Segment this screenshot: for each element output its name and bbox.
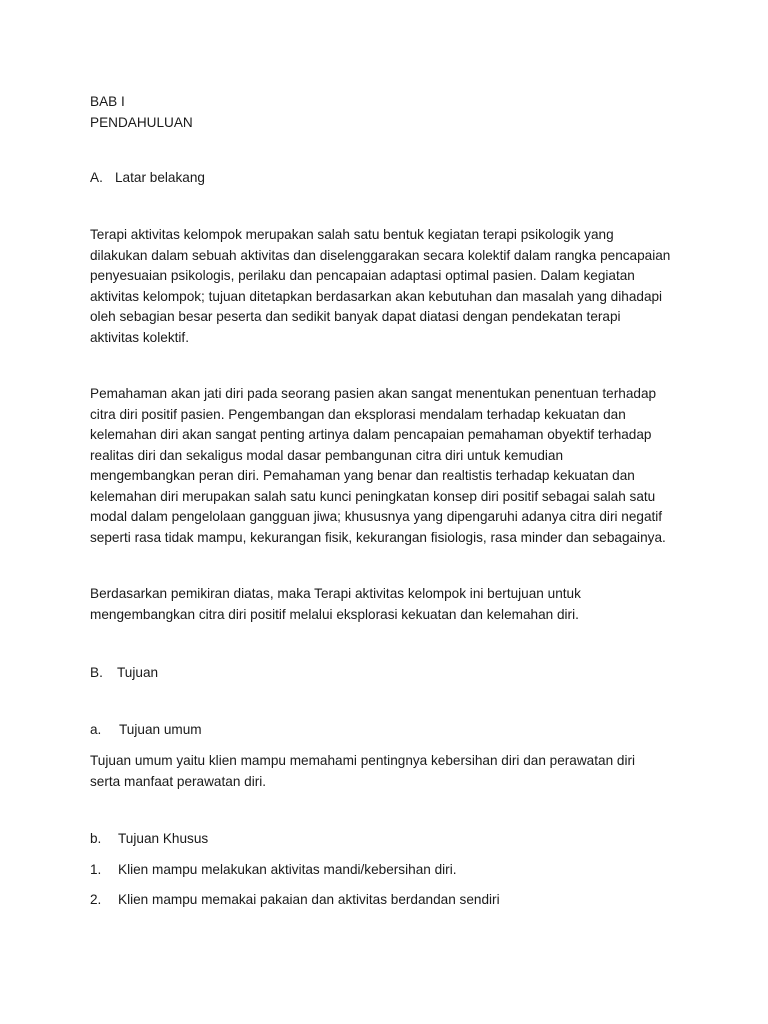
chapter-number: BAB I <box>90 94 125 109</box>
subsection-b-heading <box>90 829 208 850</box>
paragraph-2 <box>90 384 690 548</box>
paragraph-3 <box>90 584 690 625</box>
paragraph-line: seperti rasa tidak mampu, kekurangan fisik, kekurangan fisiologis, rasa minder dan sebagainya. <box>90 529 666 545</box>
paragraph-line: kelemahan diri merupakan salah satu kunci peningkatan konsep diri positif sebagai salah satu <box>90 488 656 504</box>
subsection-b-marker: b. <box>90 831 102 846</box>
list-item-text: Klien mampu melakukan aktivitas mandi/kebersihan diri. <box>118 862 457 877</box>
section-b-heading <box>90 663 158 684</box>
paragraph-line: modal dalam pengelolaan gangguan jiwa; khususnya yang dipengaruhi adanya citra diri negatif <box>90 509 663 524</box>
paragraph-1 <box>90 225 690 348</box>
paragraph-line: aktivitas kelompok; tujuan ditetapkan berdasarkan akan kebutuhan dan masalah yang dihadapi <box>90 288 663 304</box>
paragraph-line: mengembangkan citra diri positif melalui eksplorasi kekuatan dan kelemahan diri. <box>90 606 579 622</box>
list-item <box>90 890 500 911</box>
list-item <box>90 860 457 881</box>
subsection-a-marker: a. <box>90 722 102 737</box>
section-b-title: Tujuan <box>117 665 159 680</box>
section-a-marker: A. <box>90 170 103 185</box>
subsection-b-title: Tujuan Khusus <box>118 831 209 846</box>
list-item-marker: 2. <box>90 892 102 907</box>
paragraph-line: Terapi aktivitas kelompok merupakan salah satu bentuk kegiatan terapi psikologik yang <box>90 227 614 242</box>
paragraph-line: mengembangkan peran diri. Pemahaman yang benar dan realtistis terhadap kekuatan dan <box>90 468 635 483</box>
paragraph-line: oleh sebagian besar peserta dan sedikit banyak dapat diatasi dengan pendekatan terapi <box>90 309 621 324</box>
chapter-title: PENDAHULUAN <box>90 114 193 130</box>
chapter-header <box>90 92 690 133</box>
paragraph-line: Berdasarkan pemikiran diatas, maka Terapi aktivitas kelompok ini bertujuan untuk <box>90 586 581 601</box>
paragraph-line: serta manfaat perawatan diri. <box>90 773 267 789</box>
paragraph-line: Pemahaman akan jati diri pada seorang pasien akan sangat menentukan penentuan terhadap <box>90 386 657 401</box>
section-b-marker: B. <box>90 665 103 680</box>
list-item-text: Klien mampu memakai pakaian dan aktivitas berdandan sendiri <box>118 892 500 907</box>
paragraph-line: penyesuaian psikologis, perilaku dan pencapaian adaptasi optimal pasien. Dalam kegiatan <box>90 268 635 283</box>
section-a-heading <box>90 168 205 189</box>
subsection-a-paragraph <box>90 751 690 792</box>
paragraph-line: realitas diri dan sekaligus modal dasar pembangunan citra diri untuk kemudian <box>90 447 564 463</box>
paragraph-line: Tujuan umum yaitu klien mampu memahami pentingnya kebersihan diri dan perawatan diri <box>90 753 636 768</box>
list-item-marker: 1. <box>90 862 102 877</box>
section-a-title: Latar belakang <box>115 170 205 185</box>
paragraph-line: kelemahan diri akan sangat penting artinya dalam pencapaian pemahaman obyektif terhadap <box>90 427 652 442</box>
subsection-a-title: Tujuan umum <box>119 722 202 737</box>
paragraph-line: aktivitas kolektif. <box>90 329 189 345</box>
subsection-a-heading <box>90 720 202 741</box>
paragraph-line: dilakukan dalam sebuah aktivitas dan diselenggarakan secara kolektif dalam rangka pencapaian <box>90 247 671 263</box>
paragraph-line: citra diri positif pasien. Pengembangan dan eksplorasi mendalam terhadap kekuatan dan <box>90 406 626 422</box>
